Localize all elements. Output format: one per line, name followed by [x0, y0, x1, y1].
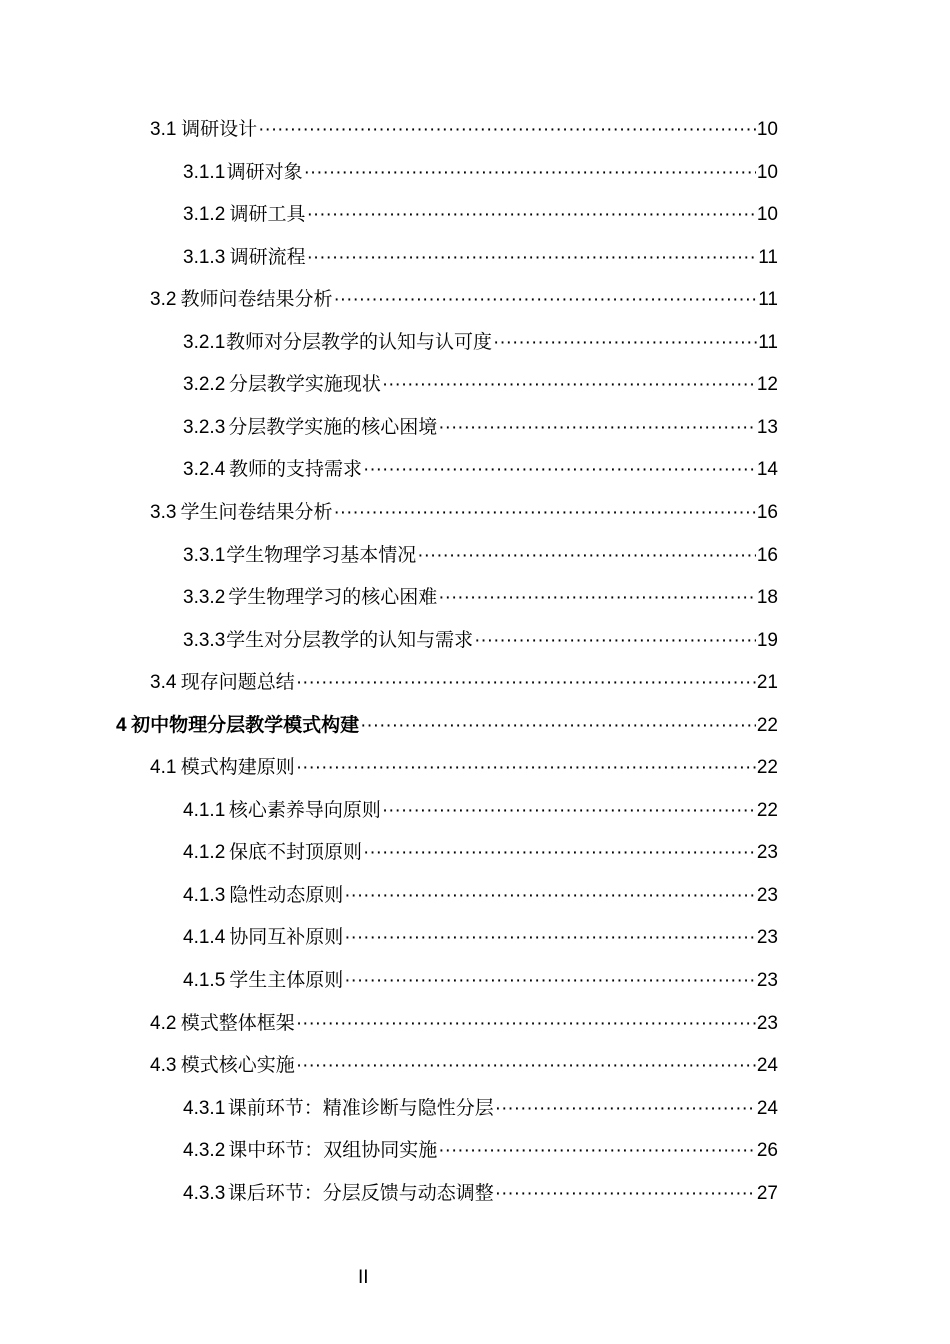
toc-dot-leader [333, 498, 755, 528]
toc-dot-leader [333, 285, 757, 315]
toc-entry-number: 4.3 [150, 1055, 177, 1077]
toc-dot-leader [360, 711, 756, 741]
toc-entry-page: 11 [758, 289, 778, 311]
toc-entry-number: 4 [116, 714, 127, 736]
toc-entry-number: 4.1.1 [183, 799, 226, 821]
toc-entry-title: 学生对分层教学的认知与需求 [226, 628, 474, 651]
toc-entry-page: 27 [756, 1182, 778, 1204]
toc-dot-leader [382, 796, 756, 826]
toc-entry[interactable] [116, 710, 778, 740]
toc-entry-number: 3.1.2 [183, 204, 226, 226]
toc-dot-leader [417, 541, 756, 571]
toc-dot-leader [344, 923, 756, 953]
toc-entry-title: 协同互补原则 [229, 926, 344, 949]
toc-entry[interactable] [183, 157, 778, 187]
toc-entry-page: 13 [756, 416, 778, 438]
toc-entry[interactable] [183, 1135, 778, 1165]
toc-entry-page: 22 [756, 714, 778, 736]
toc-dot-leader [474, 626, 756, 656]
toc-dot-leader [438, 583, 756, 613]
toc-dot-leader [382, 370, 756, 400]
toc-entry-number: 3.1.1 [183, 161, 226, 183]
toc-entry[interactable] [150, 752, 778, 782]
toc-entry-number: 4.1.2 [183, 842, 226, 864]
toc-entry-title: 课中环节：双组协同实施 [228, 1139, 438, 1162]
toc-entry-title: 核心素养导向原则 [228, 798, 381, 821]
toc-entry-title: 隐性动态原则 [229, 883, 344, 906]
toc-entry-title: 学生物理学习的核心困难 [228, 586, 438, 609]
toc-entry[interactable] [183, 837, 778, 867]
toc-dot-leader [438, 1136, 756, 1166]
toc-entry[interactable] [183, 922, 778, 952]
toc-entry-page: 24 [756, 1055, 778, 1077]
toc-entry-page: 23 [756, 842, 778, 864]
toc-entry-number: 3.2.1 [183, 331, 226, 353]
toc-entry-page: 21 [756, 672, 778, 694]
toc-entry[interactable] [183, 454, 778, 484]
toc-entry-number: 3.4 [150, 672, 177, 694]
toc-entry-title: 调研对象 [226, 160, 303, 183]
page-number: II [358, 1267, 369, 1288]
toc-entry[interactable] [150, 1050, 778, 1080]
toc-entry-title: 课后环节：分层反馈与动态调整 [227, 1181, 494, 1204]
toc-entry-number: 4.1.3 [183, 884, 226, 906]
toc-entry-number: 4.2 [150, 1012, 177, 1034]
toc-entry-title: 教师对分层教学的认知与认可度 [226, 330, 493, 353]
toc-entry-title: 现存问题总结 [180, 671, 295, 694]
toc-entry-title: 课前环节：精准诊断与隐性分层 [227, 1096, 494, 1119]
toc-dot-leader [307, 243, 758, 273]
toc-entry-title: 教师的支持需求 [229, 458, 363, 481]
toc-dot-leader [493, 328, 757, 358]
toc-entry-title: 教师问卷结果分析 [180, 288, 333, 311]
toc-entry[interactable] [183, 199, 778, 229]
toc-entry-page: 16 [756, 544, 778, 566]
toc-entry-page: 22 [756, 799, 778, 821]
toc-entry[interactable] [183, 242, 778, 272]
toc-entry-number: 3.2.3 [183, 416, 226, 438]
toc-entry-title: 分层教学实施现状 [228, 373, 381, 396]
toc-entry-number: 3.1.3 [183, 246, 226, 268]
toc-entry-page: 19 [756, 629, 778, 651]
toc-entry-title: 模式核心实施 [180, 1054, 295, 1077]
toc-entry-number: 3.1 [150, 119, 177, 140]
toc-entry-page: 22 [756, 757, 778, 779]
toc-dot-leader [258, 115, 756, 145]
toc-entry-number: 3.2 [150, 289, 177, 311]
toc-entry-page: 26 [756, 1140, 778, 1162]
toc-entry-number: 3.3 [150, 501, 177, 523]
toc-entry-number: 3.3.3 [183, 629, 226, 651]
toc-dot-leader [296, 753, 756, 783]
toc-entry-title: 学生问卷结果分析 [180, 500, 333, 523]
toc-entry-page: 11 [758, 331, 778, 353]
toc-dot-leader [296, 668, 756, 698]
toc-entry-title: 调研工具 [229, 203, 306, 226]
toc-entry-number: 4.3.2 [183, 1140, 226, 1162]
toc-entry-title: 调研设计 [181, 118, 258, 140]
toc-entry-page: 14 [756, 459, 778, 481]
toc-entry-number: 3.3.1 [183, 544, 226, 566]
toc-entry-page: 10 [756, 204, 778, 226]
toc-entry-page: 12 [756, 374, 778, 396]
toc-entry[interactable] [183, 540, 778, 570]
toc-entry-page: 10 [756, 161, 778, 183]
toc-entry[interactable] [183, 1178, 778, 1208]
toc-entry-page: 10 [756, 119, 778, 140]
toc-dot-leader [344, 966, 756, 996]
toc-entry-title: 初中物理分层教学模式构建 [131, 713, 360, 736]
toc-entry-page: 16 [756, 501, 778, 523]
toc-dot-leader [363, 455, 756, 485]
toc-entry-page: 23 [756, 927, 778, 949]
toc-entry[interactable] [150, 667, 778, 697]
toc-entry-page: 18 [756, 587, 778, 609]
toc-dot-leader [296, 1009, 756, 1039]
toc-dot-leader [495, 1179, 756, 1209]
toc-dot-leader [304, 158, 756, 188]
toc-entry[interactable] [150, 1008, 778, 1038]
toc-entry-number: 4.1 [150, 757, 177, 779]
toc-entry[interactable] [150, 114, 778, 144]
toc-entry-number: 4.1.4 [183, 927, 226, 949]
toc-dot-leader [344, 881, 756, 911]
toc-entry-title: 分层教学实施的核心困境 [228, 415, 438, 438]
toc-entry-page: 11 [758, 246, 778, 268]
toc-entry[interactable] [183, 795, 778, 825]
toc-entry[interactable] [183, 965, 778, 995]
toc-entry-title: 学生物理学习基本情况 [226, 543, 417, 566]
toc-entry-title: 模式整体框架 [180, 1011, 295, 1034]
toc-entry[interactable] [183, 625, 778, 655]
toc-dot-leader [296, 1051, 756, 1081]
toc-entry-page: 23 [756, 884, 778, 906]
toc-entry-number: 4.3.1 [183, 1097, 226, 1119]
toc-entry-title: 保底不封顶原则 [229, 841, 363, 864]
toc-entry[interactable] [183, 1093, 778, 1123]
toc-entry[interactable] [183, 412, 778, 442]
toc-entry[interactable] [183, 327, 778, 357]
toc-dot-leader [363, 838, 756, 868]
toc-entry-title: 模式构建原则 [180, 756, 295, 779]
toc-entry-number: 3.2.4 [183, 459, 226, 481]
toc-entry[interactable] [183, 880, 778, 910]
toc-dot-leader [495, 1094, 756, 1124]
toc-entry-number: 3.3.2 [183, 587, 226, 609]
toc-entry-page: 23 [756, 970, 778, 991]
toc-entry[interactable] [150, 284, 778, 314]
toc-dot-leader [438, 413, 756, 443]
toc-entry-title: 调研流程 [229, 245, 306, 268]
toc-entry[interactable] [183, 582, 778, 612]
toc-dot-leader [307, 200, 756, 230]
toc-entry-number: 4.3.3 [183, 1182, 226, 1204]
toc-entry-number: 3.2.2 [183, 374, 226, 396]
toc-entry[interactable] [183, 369, 778, 399]
toc-entry-title: 学生主体原则 [229, 969, 344, 991]
toc-entry-number: 4.1.5 [183, 970, 226, 991]
toc-entry-page: 23 [756, 1012, 778, 1034]
toc-entry[interactable] [150, 497, 778, 527]
toc-entry-page: 24 [756, 1097, 778, 1119]
